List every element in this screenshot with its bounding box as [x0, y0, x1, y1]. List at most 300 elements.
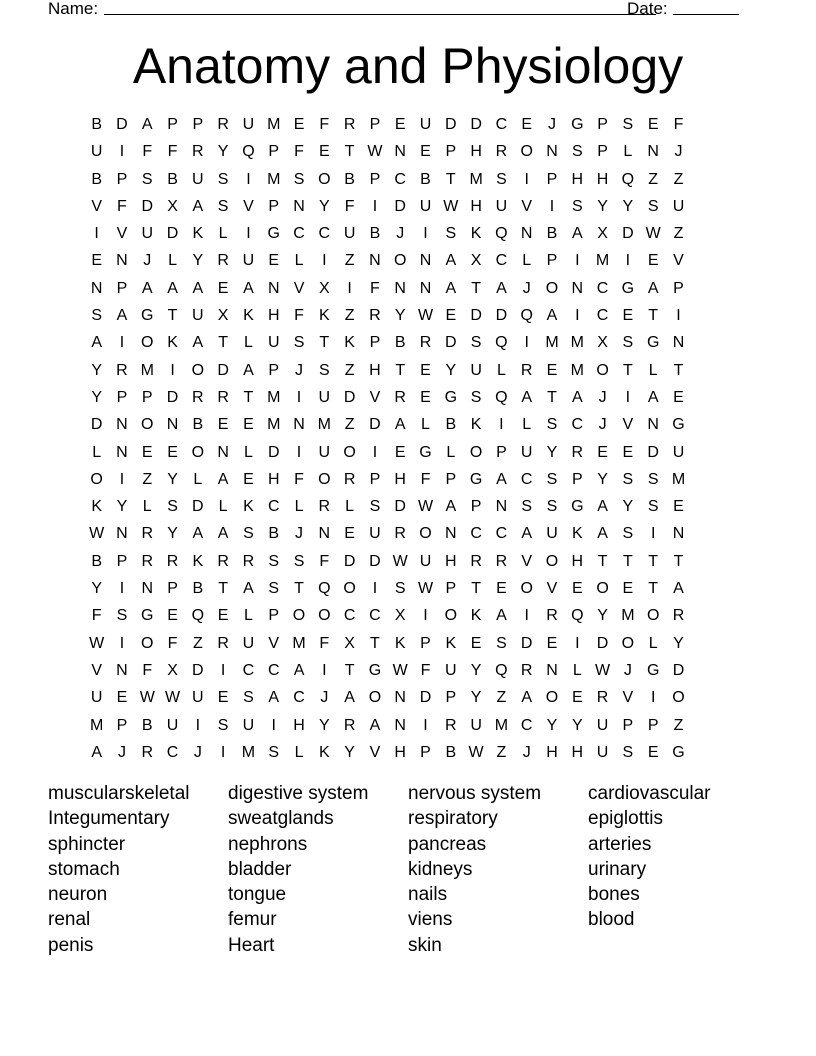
grid-letter[interactable]: H	[445, 552, 457, 570]
grid-letter[interactable]: X	[597, 334, 608, 352]
grid-letter[interactable]: C	[394, 170, 406, 188]
grid-letter[interactable]: R	[343, 716, 356, 734]
grid-letter[interactable]: R	[116, 361, 128, 379]
grid-letter[interactable]: O	[292, 607, 306, 625]
grid-letter[interactable]: A	[116, 307, 128, 325]
grid-letter[interactable]: J	[143, 252, 152, 270]
grid-letter[interactable]: D	[369, 552, 381, 570]
grid-letter[interactable]: G	[141, 607, 154, 625]
grid-letter[interactable]: U	[470, 716, 482, 734]
grid-letter[interactable]: R	[596, 689, 609, 707]
grid-letter[interactable]: M	[621, 607, 635, 625]
grid-letter[interactable]: A	[445, 252, 457, 270]
grid-letter[interactable]: L	[648, 361, 658, 379]
grid-letter[interactable]: S	[521, 498, 533, 516]
grid-letter[interactable]: H	[394, 743, 406, 761]
grid-letter[interactable]: F	[294, 143, 304, 161]
grid-letter[interactable]: K	[91, 498, 102, 516]
grid-letter[interactable]: S	[647, 470, 659, 488]
grid-letter[interactable]: P	[268, 361, 280, 379]
grid-letter[interactable]: S	[116, 607, 128, 625]
grid-letter[interactable]: Q	[495, 661, 508, 679]
grid-letter[interactable]: A	[445, 498, 457, 516]
grid-letter[interactable]: G	[621, 279, 635, 297]
grid-letter[interactable]: C	[596, 307, 609, 325]
grid-letter[interactable]: P	[369, 116, 381, 133]
grid-letter[interactable]: G	[141, 307, 154, 325]
grid-letter[interactable]: M	[570, 334, 584, 352]
grid-letter[interactable]: H	[546, 743, 558, 761]
grid-letter[interactable]: V	[521, 552, 533, 570]
grid-letter[interactable]: A	[91, 334, 102, 352]
grid-letter[interactable]: R	[495, 143, 508, 161]
grid-letter[interactable]: R	[672, 607, 685, 625]
grid-letter[interactable]: Z	[344, 252, 355, 270]
grid-letter[interactable]: S	[445, 225, 457, 243]
grid-letter[interactable]: K	[445, 634, 457, 652]
grid-letter[interactable]: N	[394, 716, 406, 734]
grid-letter[interactable]: N	[116, 416, 128, 434]
grid-letter[interactable]: S	[217, 197, 229, 215]
grid-letter[interactable]: I	[372, 443, 378, 461]
grid-letter[interactable]: A	[293, 661, 305, 679]
grid-letter[interactable]: G	[646, 334, 660, 352]
grid-letter[interactable]: U	[495, 197, 508, 215]
grid-letter[interactable]: D	[445, 116, 457, 133]
grid-letter[interactable]: P	[369, 170, 381, 188]
grid-letter[interactable]: R	[318, 498, 331, 516]
grid-letter[interactable]: A	[546, 307, 558, 325]
grid-letter[interactable]: R	[192, 143, 204, 161]
grid-letter[interactable]: S	[546, 498, 558, 516]
grid-letter[interactable]: D	[520, 634, 533, 652]
grid-letter[interactable]: A	[521, 388, 533, 406]
grid-letter[interactable]: X	[344, 634, 355, 652]
grid-letter[interactable]: W	[89, 525, 105, 543]
grid-letter[interactable]: U	[596, 743, 609, 761]
grid-letter[interactable]: S	[622, 116, 634, 133]
grid-letter[interactable]: L	[243, 334, 253, 352]
grid-letter[interactable]: E	[268, 252, 280, 270]
grid-letter[interactable]: D	[622, 225, 634, 243]
grid-letter[interactable]: Z	[344, 416, 355, 434]
grid-letter[interactable]: C	[520, 470, 533, 488]
grid-letter[interactable]: M	[89, 716, 104, 734]
grid-letter[interactable]: K	[571, 525, 583, 543]
grid-letter[interactable]: C	[293, 225, 305, 243]
grid-letter[interactable]: C	[596, 279, 609, 297]
grid-letter[interactable]: A	[141, 279, 153, 297]
grid-letter[interactable]: R	[141, 552, 154, 570]
grid-letter[interactable]: W	[392, 552, 408, 570]
grid-letter[interactable]: T	[547, 388, 557, 406]
grid-letter[interactable]: Y	[318, 197, 330, 215]
grid-letter[interactable]: S	[369, 498, 381, 516]
grid-letter[interactable]: P	[192, 116, 204, 133]
grid-letter[interactable]: D	[192, 661, 204, 679]
grid-letter[interactable]: E	[420, 143, 431, 161]
grid-letter[interactable]: S	[243, 525, 254, 543]
grid-letter[interactable]: R	[166, 552, 179, 570]
grid-letter[interactable]: M	[292, 634, 306, 652]
grid-letter[interactable]: B	[192, 416, 204, 434]
grid-letter[interactable]: G	[571, 116, 584, 133]
grid-letter[interactable]: P	[116, 716, 128, 734]
grid-letter[interactable]: Y	[546, 716, 558, 734]
grid-letter[interactable]: B	[192, 580, 204, 598]
grid-letter[interactable]: I	[575, 634, 580, 652]
grid-letter[interactable]: I	[246, 170, 251, 188]
grid-letter[interactable]: Y	[673, 634, 684, 652]
grid-letter[interactable]: E	[673, 498, 684, 516]
grid-letter[interactable]: U	[343, 225, 356, 243]
grid-letter[interactable]: X	[167, 197, 178, 215]
grid-letter[interactable]: N	[90, 279, 103, 297]
grid-letter[interactable]: U	[445, 661, 457, 679]
grid-letter[interactable]: P	[546, 170, 558, 188]
grid-letter[interactable]: O	[368, 689, 382, 707]
grid-letter[interactable]: T	[344, 143, 355, 161]
grid-letter[interactable]: R	[343, 470, 356, 488]
grid-letter[interactable]: O	[141, 416, 154, 434]
grid-letter[interactable]: Y	[597, 470, 608, 488]
grid-letter[interactable]: I	[119, 470, 125, 488]
grid-letter[interactable]: U	[242, 716, 255, 734]
grid-letter[interactable]: O	[596, 580, 609, 598]
grid-letter[interactable]: D	[369, 416, 381, 434]
grid-letter[interactable]: I	[676, 307, 681, 325]
grid-letter[interactable]: U	[318, 443, 331, 461]
grid-letter[interactable]: N	[116, 661, 128, 679]
grid-letter[interactable]: M	[494, 716, 509, 734]
grid-letter[interactable]: S	[470, 388, 482, 406]
grid-letter[interactable]: N	[647, 143, 659, 161]
grid-letter[interactable]: A	[243, 279, 254, 297]
grid-letter[interactable]: F	[673, 116, 684, 133]
grid-letter[interactable]: Y	[217, 143, 229, 161]
grid-letter[interactable]: I	[94, 225, 99, 243]
grid-letter[interactable]: R	[495, 552, 508, 570]
grid-letter[interactable]: S	[293, 170, 305, 188]
grid-letter[interactable]: V	[91, 661, 102, 679]
grid-letter[interactable]: F	[420, 661, 431, 679]
grid-letter[interactable]: I	[423, 225, 428, 243]
grid-letter[interactable]: D	[141, 197, 154, 215]
grid-letter[interactable]: A	[597, 525, 608, 543]
grid-letter[interactable]: W	[417, 580, 434, 598]
grid-letter[interactable]: C	[267, 661, 280, 679]
grid-letter[interactable]: P	[268, 607, 280, 625]
grid-letter[interactable]: I	[271, 716, 276, 734]
grid-letter[interactable]: Z	[673, 170, 684, 188]
grid-letter[interactable]: J	[522, 743, 531, 761]
grid-letter[interactable]: F	[319, 634, 330, 652]
grid-letter[interactable]: E	[622, 580, 634, 598]
grid-letter[interactable]: U	[419, 197, 432, 215]
grid-letter[interactable]: N	[116, 525, 128, 543]
grid-letter[interactable]: T	[648, 552, 659, 570]
grid-letter[interactable]: O	[545, 279, 559, 297]
grid-letter[interactable]: K	[344, 334, 355, 352]
grid-letter[interactable]: O	[343, 443, 356, 461]
grid-letter[interactable]: B	[268, 525, 280, 543]
grid-letter[interactable]: A	[571, 225, 583, 243]
grid-letter[interactable]: Z	[648, 170, 659, 188]
grid-letter[interactable]: P	[673, 279, 684, 297]
grid-letter[interactable]: C	[318, 225, 331, 243]
grid-letter[interactable]: O	[672, 689, 685, 707]
grid-letter[interactable]: P	[167, 580, 178, 598]
grid-letter[interactable]: N	[267, 279, 280, 297]
grid-letter[interactable]: D	[90, 416, 103, 434]
grid-letter[interactable]: E	[622, 443, 634, 461]
grid-letter[interactable]: U	[90, 143, 103, 161]
grid-letter[interactable]: M	[267, 388, 281, 406]
grid-letter[interactable]: L	[572, 661, 582, 679]
grid-letter[interactable]: D	[166, 388, 179, 406]
grid-letter[interactable]: A	[369, 716, 381, 734]
grid-letter[interactable]: L	[193, 470, 203, 488]
grid-letter[interactable]: W	[417, 498, 434, 516]
grid-letter[interactable]: H	[470, 197, 482, 215]
grid-letter[interactable]: R	[192, 388, 204, 406]
grid-letter[interactable]: U	[242, 252, 255, 270]
grid-letter[interactable]: S	[496, 634, 507, 652]
grid-letter[interactable]: P	[546, 252, 558, 270]
grid-letter[interactable]: U	[369, 525, 381, 543]
grid-letter[interactable]: L	[142, 498, 152, 516]
grid-letter[interactable]: D	[394, 197, 406, 215]
grid-letter[interactable]: F	[294, 307, 304, 325]
grid-letter[interactable]: E	[91, 252, 102, 270]
grid-letter[interactable]: A	[192, 525, 204, 543]
grid-letter[interactable]: B	[445, 416, 457, 434]
grid-letter[interactable]: C	[495, 525, 508, 543]
grid-letter[interactable]: I	[195, 716, 201, 734]
grid-letter[interactable]: K	[470, 607, 482, 625]
grid-letter[interactable]: U	[192, 689, 204, 707]
grid-letter[interactable]: O	[393, 252, 407, 270]
grid-letter[interactable]: A	[167, 279, 178, 297]
grid-letter[interactable]: E	[647, 252, 659, 270]
grid-letter[interactable]: G	[267, 225, 280, 243]
grid-letter[interactable]: S	[217, 716, 229, 734]
grid-letter[interactable]: W	[443, 197, 459, 215]
grid-letter[interactable]: O	[646, 607, 660, 625]
grid-letter[interactable]: U	[672, 443, 685, 461]
grid-letter[interactable]: P	[445, 580, 457, 598]
grid-letter[interactable]: V	[293, 279, 305, 297]
grid-letter[interactable]: H	[470, 143, 482, 161]
grid-letter[interactable]: N	[672, 334, 685, 352]
grid-letter[interactable]: D	[192, 498, 204, 516]
grid-letter[interactable]: T	[370, 634, 380, 652]
grid-letter[interactable]: E	[571, 689, 583, 707]
grid-letter[interactable]: E	[394, 116, 406, 133]
grid-letter[interactable]: G	[444, 388, 458, 406]
grid-letter[interactable]: Y	[91, 361, 102, 379]
grid-letter[interactable]: B	[546, 225, 558, 243]
grid-letter[interactable]: E	[597, 443, 608, 461]
grid-letter[interactable]: H	[267, 307, 280, 325]
grid-letter[interactable]: I	[347, 279, 352, 297]
grid-letter[interactable]: V	[91, 197, 102, 215]
grid-letter[interactable]: B	[420, 170, 431, 188]
grid-letter[interactable]: D	[267, 443, 280, 461]
grid-letter[interactable]: L	[243, 443, 253, 461]
grid-letter[interactable]: Y	[546, 443, 558, 461]
grid-letter[interactable]: F	[167, 634, 178, 652]
grid-letter[interactable]: R	[217, 552, 229, 570]
grid-letter[interactable]: C	[470, 525, 482, 543]
grid-letter[interactable]: J	[117, 743, 126, 761]
grid-letter[interactable]: A	[217, 525, 229, 543]
grid-letter[interactable]: Z	[344, 307, 355, 325]
grid-letter[interactable]: B	[369, 225, 381, 243]
grid-letter[interactable]: I	[119, 334, 125, 352]
grid-letter[interactable]: U	[419, 552, 432, 570]
grid-letter[interactable]: A	[192, 197, 204, 215]
grid-letter[interactable]: H	[596, 170, 609, 188]
grid-letter[interactable]: Q	[571, 607, 584, 625]
grid-letter[interactable]: V	[116, 225, 128, 243]
grid-letter[interactable]: E	[318, 143, 330, 161]
grid-letter[interactable]: A	[521, 525, 533, 543]
grid-letter[interactable]: R	[369, 307, 381, 325]
grid-letter[interactable]: E	[243, 416, 254, 434]
grid-letter[interactable]: B	[394, 334, 406, 352]
grid-letter[interactable]: U	[242, 116, 255, 133]
grid-letter[interactable]: N	[394, 689, 406, 707]
grid-letter[interactable]: Q	[242, 143, 255, 161]
grid-letter[interactable]: D	[166, 225, 179, 243]
grid-letter[interactable]: X	[470, 252, 482, 270]
grid-letter[interactable]: B	[344, 170, 355, 188]
grid-letter[interactable]: I	[170, 361, 175, 379]
grid-letter[interactable]: P	[445, 143, 457, 161]
grid-letter[interactable]: D	[343, 388, 356, 406]
grid-letter[interactable]: O	[520, 580, 533, 598]
grid-letter[interactable]: I	[625, 388, 631, 406]
grid-letter[interactable]: F	[420, 470, 431, 488]
grid-letter[interactable]: C	[293, 689, 305, 707]
grid-letter[interactable]: Z	[142, 470, 153, 488]
grid-letter[interactable]: Y	[622, 197, 634, 215]
grid-letter[interactable]: V	[622, 416, 634, 434]
grid-letter[interactable]: C	[166, 743, 179, 761]
grid-letter[interactable]: H	[293, 716, 305, 734]
grid-letter[interactable]: R	[141, 525, 154, 543]
grid-letter[interactable]: A	[496, 279, 507, 297]
grid-letter[interactable]: P	[116, 170, 128, 188]
grid-letter[interactable]: D	[343, 552, 356, 570]
grid-letter[interactable]: T	[597, 552, 608, 570]
grid-letter[interactable]: T	[673, 361, 684, 379]
grid-letter[interactable]: U	[192, 170, 204, 188]
grid-letter[interactable]: A	[91, 743, 102, 761]
grid-letter[interactable]: E	[647, 116, 659, 133]
grid-letter[interactable]: Z	[673, 716, 684, 734]
grid-letter[interactable]: I	[524, 170, 529, 188]
grid-letter[interactable]: O	[141, 334, 154, 352]
grid-letter[interactable]: L	[294, 252, 304, 270]
grid-letter[interactable]: P	[496, 443, 507, 461]
grid-letter[interactable]: D	[217, 361, 229, 379]
grid-letter[interactable]: B	[91, 170, 102, 188]
grid-letter[interactable]: P	[116, 552, 128, 570]
grid-letter[interactable]: R	[520, 361, 533, 379]
grid-letter[interactable]: J	[295, 361, 304, 379]
grid-letter[interactable]: N	[495, 498, 508, 516]
grid-letter[interactable]: M	[317, 416, 331, 434]
grid-letter[interactable]: H	[571, 552, 584, 570]
grid-letter[interactable]: R	[546, 607, 558, 625]
grid-letter[interactable]: I	[296, 388, 302, 406]
grid-letter[interactable]: X	[318, 279, 330, 297]
grid-letter[interactable]: H	[571, 743, 584, 761]
grid-letter[interactable]: I	[650, 525, 656, 543]
grid-letter[interactable]: Y	[91, 388, 102, 406]
grid-letter[interactable]: R	[217, 634, 229, 652]
grid-letter[interactable]: S	[268, 580, 280, 598]
grid-letter[interactable]: R	[141, 743, 154, 761]
grid-letter[interactable]: N	[166, 416, 179, 434]
grid-letter[interactable]: N	[419, 279, 432, 297]
grid-letter[interactable]: A	[496, 470, 507, 488]
grid-letter[interactable]: S	[243, 689, 254, 707]
grid-letter[interactable]: K	[243, 307, 254, 325]
grid-letter[interactable]: S	[546, 470, 558, 488]
grid-letter[interactable]: W	[417, 307, 434, 325]
grid-letter[interactable]: I	[575, 307, 580, 325]
grid-letter[interactable]: B	[445, 743, 457, 761]
grid-letter[interactable]: O	[191, 443, 205, 461]
grid-letter[interactable]: P	[470, 498, 482, 516]
grid-letter[interactable]: F	[142, 143, 153, 161]
grid-letter[interactable]: A	[192, 334, 204, 352]
grid-letter[interactable]: G	[672, 743, 685, 761]
grid-letter[interactable]: T	[167, 307, 178, 325]
grid-letter[interactable]: I	[575, 252, 580, 270]
grid-letter[interactable]: V	[622, 689, 634, 707]
grid-letter[interactable]: J	[295, 525, 304, 543]
grid-letter[interactable]: I	[524, 607, 529, 625]
grid-letter[interactable]: S	[496, 170, 507, 188]
grid-letter[interactable]: R	[217, 388, 229, 406]
grid-letter[interactable]: N	[647, 416, 659, 434]
grid-letter[interactable]: E	[571, 580, 583, 598]
grid-letter[interactable]: Q	[318, 580, 331, 598]
grid-letter[interactable]: B	[167, 170, 178, 188]
grid-letter[interactable]: Y	[470, 661, 482, 679]
grid-letter[interactable]: W	[595, 661, 611, 679]
grid-letter[interactable]: N	[141, 580, 154, 598]
grid-letter[interactable]: I	[372, 580, 378, 598]
grid-letter[interactable]: I	[625, 252, 631, 270]
grid-letter[interactable]: Y	[167, 525, 178, 543]
grid-letter[interactable]: G	[672, 416, 685, 434]
grid-letter[interactable]: O	[318, 470, 331, 488]
grid-letter[interactable]: O	[545, 689, 559, 707]
grid-letter[interactable]: R	[394, 525, 406, 543]
grid-letter[interactable]: T	[243, 388, 254, 406]
grid-letter[interactable]: T	[471, 580, 481, 598]
grid-letter[interactable]: E	[344, 525, 355, 543]
grid-letter[interactable]: E	[293, 116, 305, 133]
grid-letter[interactable]: S	[622, 470, 634, 488]
grid-letter[interactable]: H	[394, 470, 406, 488]
grid-letter[interactable]: O	[318, 607, 331, 625]
